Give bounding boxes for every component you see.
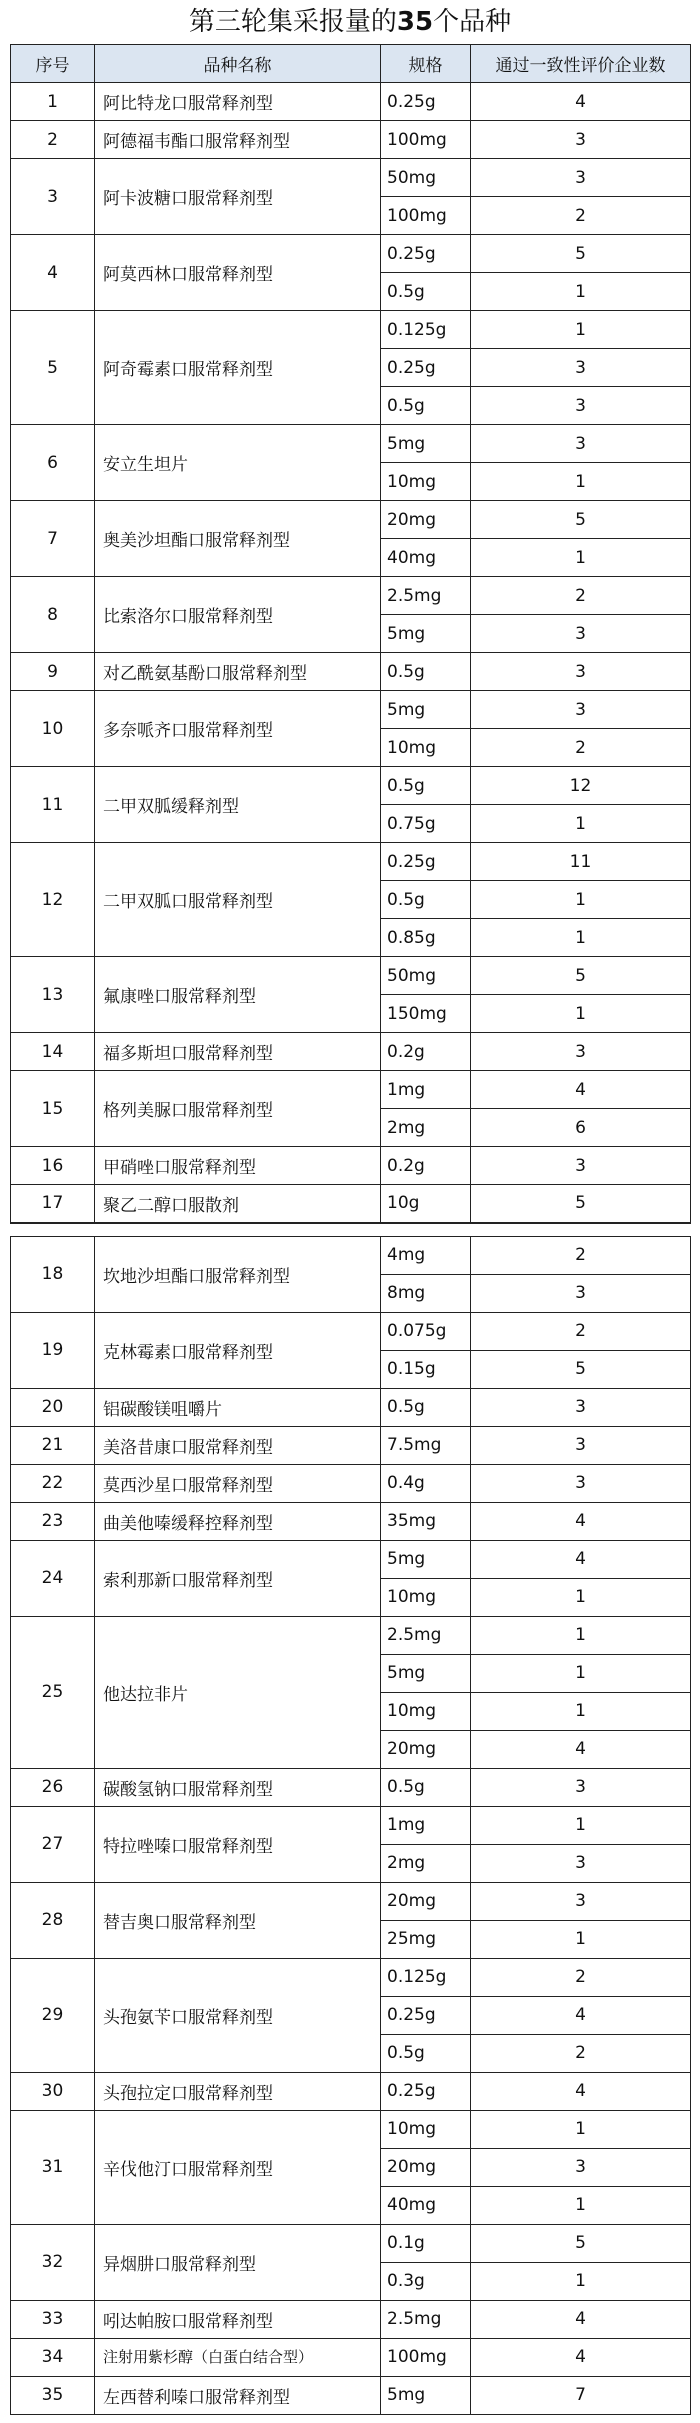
- cell-drug-name: 曲美他嗪缓释控释剂型: [95, 1502, 381, 1540]
- cell-company-count: 1: [471, 2186, 691, 2224]
- cell-spec: 100mg: [381, 121, 471, 159]
- cell-spec: 2.5mg: [381, 1616, 471, 1654]
- cell-spec: 0.25g: [381, 2072, 471, 2110]
- cell-company-count: 3: [471, 1844, 691, 1882]
- cell-spec: 40mg: [381, 539, 471, 577]
- cell-spec: 2.5mg: [381, 2300, 471, 2338]
- cell-spec: 5mg: [381, 1654, 471, 1692]
- table-row: [11, 235, 691, 273]
- table-row: [11, 1882, 691, 1920]
- cell-spec: 0.4g: [381, 1464, 471, 1502]
- cell-drug-name: 替吉奥口服常释剂型: [95, 1882, 381, 1958]
- cell-index: 14: [11, 1033, 95, 1071]
- cell-company-count: 2: [471, 577, 691, 615]
- cell-spec: 10mg: [381, 729, 471, 767]
- cell-spec: 50mg: [381, 159, 471, 197]
- cell-drug-name: 注射用紫杉醇（白蛋白结合型）: [95, 2338, 381, 2376]
- cell-spec: 10mg: [381, 2110, 471, 2148]
- cell-company-count: 4: [471, 1540, 691, 1578]
- cell-index: 28: [11, 1882, 95, 1958]
- cell-spec: 10mg: [381, 1578, 471, 1616]
- table-row: [11, 1236, 691, 1274]
- cell-company-count: 4: [471, 83, 691, 121]
- cell-spec: 0.15g: [381, 1350, 471, 1388]
- cell-drug-name: 福多斯坦口服常释剂型: [95, 1033, 381, 1071]
- header-spec: 规格: [381, 45, 471, 83]
- cell-company-count: 12: [471, 767, 691, 805]
- table-row: [11, 121, 691, 159]
- cell-company-count: 3: [471, 121, 691, 159]
- cell-spec: 5mg: [381, 615, 471, 653]
- cell-drug-name: 索利那新口服常释剂型: [95, 1540, 381, 1616]
- table-row: [11, 2300, 691, 2338]
- cell-spec: 10g: [381, 1185, 471, 1223]
- cell-company-count: 1: [471, 539, 691, 577]
- cell-drug-name: 克林霉素口服常释剂型: [95, 1312, 381, 1388]
- table-row: [11, 1958, 691, 1996]
- cell-company-count: 3: [471, 1033, 691, 1071]
- cell-drug-name: 吲达帕胺口服常释剂型: [95, 2300, 381, 2338]
- cell-drug-name: 铝碳酸镁咀嚼片: [95, 1388, 381, 1426]
- cell-spec: 0.1g: [381, 2224, 471, 2262]
- cell-spec: 50mg: [381, 957, 471, 995]
- table-row: [11, 2376, 691, 2414]
- cell-company-count: 4: [471, 1071, 691, 1109]
- cell-drug-name: 奥美沙坦酯口服常释剂型: [95, 501, 381, 577]
- cell-index: 12: [11, 843, 95, 957]
- cell-drug-name: 对乙酰氨基酚口服常释剂型: [95, 653, 381, 691]
- cell-company-count: 5: [471, 957, 691, 995]
- cell-index: 25: [11, 1616, 95, 1768]
- table-row: [11, 1147, 691, 1185]
- cell-drug-name: 二甲双胍缓释剂型: [95, 767, 381, 843]
- cell-spec: 0.25g: [381, 83, 471, 121]
- cell-spec: 150mg: [381, 995, 471, 1033]
- cell-spec: 10mg: [381, 463, 471, 501]
- cell-spec: 5mg: [381, 691, 471, 729]
- procurement-table-part-2: [10, 1236, 691, 2415]
- cell-drug-name: 左西替利嗪口服常释剂型: [95, 2376, 381, 2414]
- cell-spec: 0.75g: [381, 805, 471, 843]
- tables-container: [10, 44, 690, 2415]
- cell-index: 2: [11, 121, 95, 159]
- cell-spec: 0.2g: [381, 1033, 471, 1071]
- table-row: [11, 1502, 691, 1540]
- cell-company-count: 3: [471, 1426, 691, 1464]
- cell-spec: 0.5g: [381, 387, 471, 425]
- table-row: [11, 1426, 691, 1464]
- cell-company-count: 4: [471, 2300, 691, 2338]
- cell-spec: 0.85g: [381, 919, 471, 957]
- cell-company-count: 1: [471, 1654, 691, 1692]
- cell-spec: 35mg: [381, 1502, 471, 1540]
- cell-company-count: 3: [471, 691, 691, 729]
- table-row: [11, 1616, 691, 1654]
- cell-company-count: 2: [471, 1958, 691, 1996]
- cell-company-count: 1: [471, 1806, 691, 1844]
- table-row: [11, 767, 691, 805]
- cell-drug-name: 聚乙二醇口服散剂: [95, 1185, 381, 1223]
- cell-drug-name: 阿奇霉素口服常释剂型: [95, 311, 381, 425]
- title-text: 第三轮集采报量的: [188, 7, 397, 37]
- cell-company-count: 3: [471, 349, 691, 387]
- cell-index: 8: [11, 577, 95, 653]
- table-row: [11, 1312, 691, 1350]
- header-count: 通过一致性评价企业数: [471, 45, 691, 83]
- cell-spec: 100mg: [381, 2338, 471, 2376]
- table-body-1: [11, 83, 691, 1223]
- cell-company-count: 6: [471, 1109, 691, 1147]
- cell-drug-name: 二甲双胍口服常释剂型: [95, 843, 381, 957]
- cell-company-count: 1: [471, 1692, 691, 1730]
- cell-spec: 100mg: [381, 197, 471, 235]
- cell-index: 7: [11, 501, 95, 577]
- cell-index: 3: [11, 159, 95, 235]
- table-row: [11, 2338, 691, 2376]
- table-row: [11, 1540, 691, 1578]
- table-row: [11, 691, 691, 729]
- page-title: [0, 0, 700, 44]
- cell-index: 22: [11, 1464, 95, 1502]
- cell-spec: 5mg: [381, 2376, 471, 2414]
- cell-index: 31: [11, 2110, 95, 2224]
- table-row: [11, 1768, 691, 1806]
- header-index: 序号: [11, 45, 95, 83]
- cell-index: 19: [11, 1312, 95, 1388]
- table-row: [11, 1033, 691, 1071]
- cell-drug-name: 辛伐他汀口服常释剂型: [95, 2110, 381, 2224]
- cell-spec: 25mg: [381, 1920, 471, 1958]
- table-row: [11, 2110, 691, 2148]
- cell-company-count: 7: [471, 2376, 691, 2414]
- cell-company-count: 11: [471, 843, 691, 881]
- cell-spec: 2.5mg: [381, 577, 471, 615]
- cell-company-count: 1: [471, 805, 691, 843]
- cell-company-count: 3: [471, 1882, 691, 1920]
- cell-index: 13: [11, 957, 95, 1033]
- cell-company-count: 2: [471, 729, 691, 767]
- cell-spec: 0.5g: [381, 273, 471, 311]
- cell-index: 17: [11, 1185, 95, 1223]
- cell-spec: 0.25g: [381, 843, 471, 881]
- cell-drug-name: 多奈哌齐口服常释剂型: [95, 691, 381, 767]
- cell-company-count: 1: [471, 273, 691, 311]
- cell-spec: 0.25g: [381, 349, 471, 387]
- cell-index: 18: [11, 1236, 95, 1312]
- cell-index: 5: [11, 311, 95, 425]
- cell-index: 35: [11, 2376, 95, 2414]
- cell-drug-name: 格列美脲口服常释剂型: [95, 1071, 381, 1147]
- cell-drug-name: 头孢氨苄口服常释剂型: [95, 1958, 381, 2072]
- cell-index: 9: [11, 653, 95, 691]
- cell-index: 6: [11, 425, 95, 501]
- cell-spec: 0.5g: [381, 1768, 471, 1806]
- table-body-2: [11, 1236, 691, 2414]
- cell-spec: 20mg: [381, 1730, 471, 1768]
- cell-spec: 20mg: [381, 501, 471, 539]
- cell-company-count: 3: [471, 387, 691, 425]
- cell-company-count: 2: [471, 1236, 691, 1274]
- cell-company-count: 1: [471, 1616, 691, 1654]
- cell-company-count: 5: [471, 235, 691, 273]
- cell-company-count: 5: [471, 501, 691, 539]
- cell-spec: 2mg: [381, 1109, 471, 1147]
- table-row: [11, 843, 691, 881]
- cell-company-count: 4: [471, 1730, 691, 1768]
- table-row: [11, 1071, 691, 1109]
- cell-drug-name: 阿莫西林口服常释剂型: [95, 235, 381, 311]
- cell-drug-name: 阿比特龙口服常释剂型: [95, 83, 381, 121]
- cell-company-count: 1: [471, 463, 691, 501]
- cell-drug-name: 碳酸氢钠口服常释剂型: [95, 1768, 381, 1806]
- cell-spec: 2mg: [381, 1844, 471, 1882]
- cell-index: 11: [11, 767, 95, 843]
- cell-spec: 0.2g: [381, 1147, 471, 1185]
- cell-spec: 0.125g: [381, 311, 471, 349]
- cell-company-count: 4: [471, 2338, 691, 2376]
- cell-spec: 0.3g: [381, 2262, 471, 2300]
- cell-index: 15: [11, 1071, 95, 1147]
- cell-company-count: 1: [471, 881, 691, 919]
- cell-drug-name: 异烟肼口服常释剂型: [95, 2224, 381, 2300]
- title-suffix: 个品种: [433, 7, 512, 37]
- cell-spec: 0.5g: [381, 653, 471, 691]
- cell-company-count: 2: [471, 197, 691, 235]
- cell-index: 20: [11, 1388, 95, 1426]
- cell-index: 24: [11, 1540, 95, 1616]
- cell-company-count: 1: [471, 919, 691, 957]
- cell-company-count: 5: [471, 1350, 691, 1388]
- table-row: [11, 1388, 691, 1426]
- cell-company-count: 5: [471, 1185, 691, 1223]
- cell-spec: 40mg: [381, 2186, 471, 2224]
- cell-drug-name: 他达拉非片: [95, 1616, 381, 1768]
- cell-index: 33: [11, 2300, 95, 2338]
- table-row: [11, 1464, 691, 1502]
- cell-company-count: 4: [471, 2072, 691, 2110]
- cell-index: 10: [11, 691, 95, 767]
- procurement-table-part-1: [10, 44, 691, 1224]
- cell-spec: 10mg: [381, 1692, 471, 1730]
- cell-spec: 0.5g: [381, 1388, 471, 1426]
- cell-index: 26: [11, 1768, 95, 1806]
- cell-company-count: 1: [471, 311, 691, 349]
- table-row: [11, 1185, 691, 1223]
- cell-company-count: 3: [471, 1274, 691, 1312]
- cell-spec: 7.5mg: [381, 1426, 471, 1464]
- cell-company-count: 1: [471, 995, 691, 1033]
- table-row: [11, 311, 691, 349]
- cell-index: 23: [11, 1502, 95, 1540]
- cell-drug-name: 阿卡波糖口服常释剂型: [95, 159, 381, 235]
- cell-index: 32: [11, 2224, 95, 2300]
- cell-drug-name: 特拉唑嗪口服常释剂型: [95, 1806, 381, 1882]
- cell-drug-name: 氟康唑口服常释剂型: [95, 957, 381, 1033]
- cell-index: 34: [11, 2338, 95, 2376]
- table-row: [11, 159, 691, 197]
- cell-company-count: 5: [471, 2224, 691, 2262]
- cell-company-count: 3: [471, 615, 691, 653]
- cell-drug-name: 莫西沙星口服常释剂型: [95, 1464, 381, 1502]
- cell-spec: 1mg: [381, 1071, 471, 1109]
- header-name: 品种名称: [95, 45, 381, 83]
- cell-company-count: 3: [471, 1464, 691, 1502]
- cell-index: 30: [11, 2072, 95, 2110]
- cell-spec: 0.125g: [381, 1958, 471, 1996]
- cell-company-count: 3: [471, 653, 691, 691]
- cell-spec: 0.075g: [381, 1312, 471, 1350]
- cell-drug-name: 阿德福韦酯口服常释剂型: [95, 121, 381, 159]
- table-row: [11, 425, 691, 463]
- header-row: [11, 45, 691, 83]
- cell-company-count: 1: [471, 2262, 691, 2300]
- cell-spec: 0.5g: [381, 2034, 471, 2072]
- cell-company-count: 3: [471, 425, 691, 463]
- cell-spec: 20mg: [381, 1882, 471, 1920]
- cell-company-count: 3: [471, 159, 691, 197]
- cell-company-count: 1: [471, 1920, 691, 1958]
- table-row: [11, 1806, 691, 1844]
- table-row: [11, 2072, 691, 2110]
- cell-spec: 20mg: [381, 2148, 471, 2186]
- table-row: [11, 2224, 691, 2262]
- table-row: [11, 653, 691, 691]
- table-row: [11, 501, 691, 539]
- table-row: [11, 83, 691, 121]
- cell-index: 21: [11, 1426, 95, 1464]
- cell-drug-name: 坎地沙坦酯口服常释剂型: [95, 1236, 381, 1312]
- cell-company-count: 3: [471, 1388, 691, 1426]
- cell-company-count: 1: [471, 1578, 691, 1616]
- cell-index: 27: [11, 1806, 95, 1882]
- cell-company-count: 2: [471, 1312, 691, 1350]
- cell-drug-name: 甲硝唑口服常释剂型: [95, 1147, 381, 1185]
- cell-index: 1: [11, 83, 95, 121]
- cell-spec: 0.25g: [381, 1996, 471, 2034]
- cell-spec: 0.25g: [381, 235, 471, 273]
- cell-spec: 1mg: [381, 1806, 471, 1844]
- table-row: [11, 957, 691, 995]
- cell-index: 16: [11, 1147, 95, 1185]
- cell-spec: 4mg: [381, 1236, 471, 1274]
- cell-spec: 5mg: [381, 425, 471, 463]
- title-count: 35: [396, 7, 434, 37]
- cell-company-count: 4: [471, 1502, 691, 1540]
- cell-spec: 0.5g: [381, 881, 471, 919]
- table-row: [11, 577, 691, 615]
- cell-company-count: 3: [471, 1147, 691, 1185]
- cell-company-count: 3: [471, 2148, 691, 2186]
- cell-company-count: 3: [471, 1768, 691, 1806]
- cell-spec: 8mg: [381, 1274, 471, 1312]
- cell-company-count: 2: [471, 2034, 691, 2072]
- cell-spec: 0.5g: [381, 767, 471, 805]
- cell-drug-name: 比索洛尔口服常释剂型: [95, 577, 381, 653]
- cell-company-count: 4: [471, 1996, 691, 2034]
- cell-drug-name: 头孢拉定口服常释剂型: [95, 2072, 381, 2110]
- cell-company-count: 1: [471, 2110, 691, 2148]
- cell-drug-name: 美洛昔康口服常释剂型: [95, 1426, 381, 1464]
- cell-drug-name: 安立生坦片: [95, 425, 381, 501]
- cell-index: 29: [11, 1958, 95, 2072]
- cell-spec: 5mg: [381, 1540, 471, 1578]
- cell-index: 4: [11, 235, 95, 311]
